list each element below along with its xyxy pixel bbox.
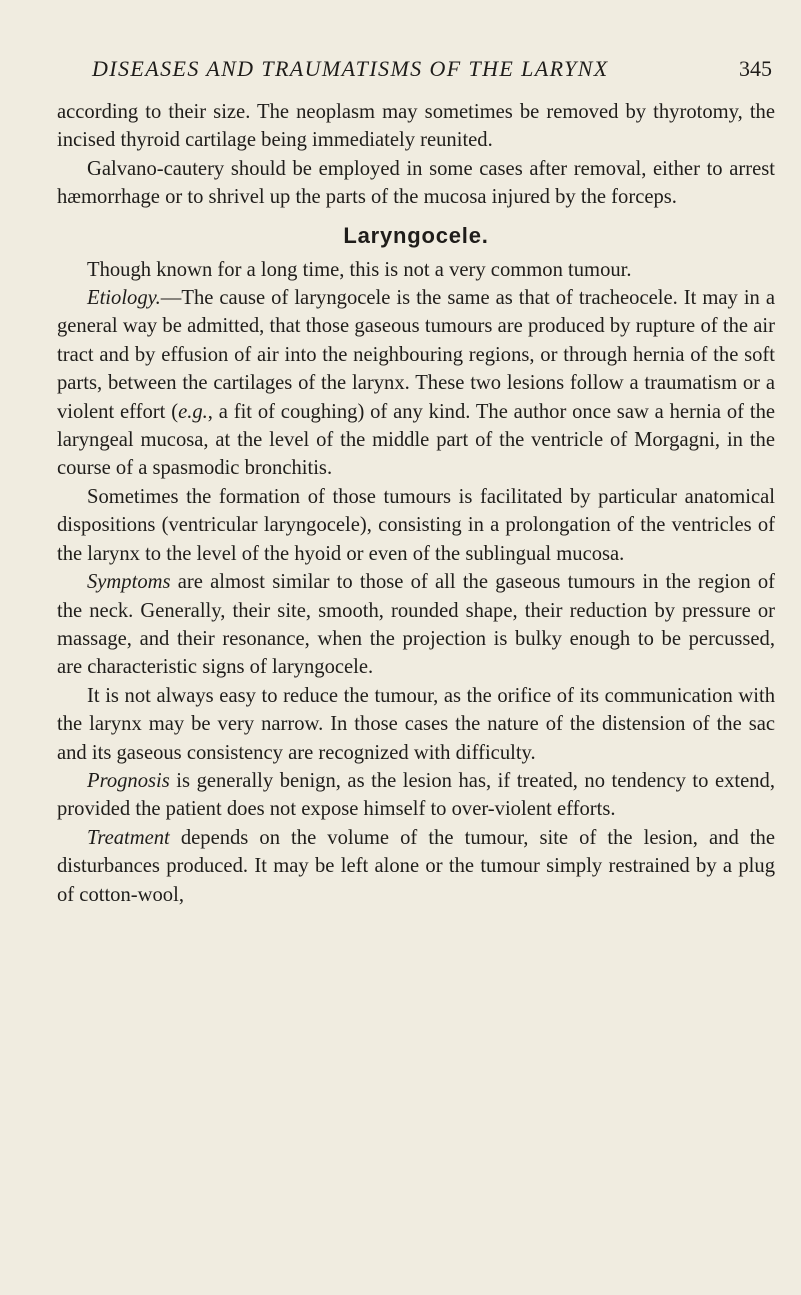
paragraph-continuation: according to their size. The neoplasm may sometimes be removed by thyrotomy, the incised thyroid cartilage being immediately reunited. bbox=[57, 101, 775, 152]
paragraph-reduction: It is not always easy to reduce the tumour, as the orifice of its communication with the larynx may be very narrow. In those cases the nature of the distension of the sac and its gaseous consistency are recognized with difficulty. bbox=[57, 684, 775, 764]
paragraph-symptoms bbox=[57, 568, 775, 682]
running-title: DISEASES AND TRAUMATISMS OF THE LARYNX bbox=[92, 56, 609, 81]
etiology-text-continued: , a fit of coughing) of any kind. The author once saw a hernia of the laryngeal mucosa, at the level of the middle part of the ventricle of Morgagni, in the course of a spasmodic bronchitis. bbox=[57, 400, 776, 480]
prognosis-lead: Prognosis bbox=[87, 769, 170, 792]
paragraph-prognosis bbox=[57, 767, 775, 824]
paragraph-etiology bbox=[57, 284, 775, 483]
symptoms-text: are almost similar to those of all the gaseous tumours in the region of the neck. Generally, their site, smooth, rounded shape, their reduction by pressure or massage, and their resonance, when the projection is bulky enough to be percussed, are characteristic signs of laryngocele. bbox=[57, 571, 775, 679]
page-number: 345 bbox=[739, 56, 772, 81]
etiology-eg: e.g. bbox=[178, 400, 208, 423]
body-text bbox=[57, 98, 775, 909]
running-header bbox=[92, 52, 772, 88]
paragraph-intro: Though known for a long time, this is not a very common tumour. bbox=[87, 258, 632, 281]
paragraph-galvano-cautery: Galvano-cautery should be employed in some cases after removal, either to arrest hæmorrhage or to shrivel up the parts of the mucosa injured by the forceps. bbox=[57, 157, 775, 209]
symptoms-lead: Symptoms bbox=[87, 571, 171, 594]
etiology-lead: Etiology. bbox=[87, 287, 161, 310]
etiology-text: —The cause of laryngocele is the same as that of tracheocele. It may in a general way be admitted, that those gaseous tumours are produced by rupture of the air tract and by effusion of air into the neighbouring regions, or through hernia of the soft parts, between the cartilages of the larynx. These two lesions follow a traumatism or a violent effort ( bbox=[57, 287, 775, 423]
paragraph-formation: Sometimes the formation of those tumours is facilitated by particular anatomical dispositions (ventricular laryngocele), consisting in a prolongation of the ventricles of the larynx to the level of the hyoid or even of the sublingual mucosa. bbox=[57, 485, 775, 565]
section-heading-laryngocele: Laryngocele. bbox=[343, 222, 489, 248]
treatment-text: depends on the volume of the tumour, site of the lesion, and the disturbances produced. It may be left alone or the tumour simply restrained by a plug of cotton-wool, bbox=[57, 826, 775, 906]
prognosis-text: is generally benign, as the lesion has, if treated, no tendency to extend, provided the patient does not expose himself to over-violent efforts. bbox=[57, 769, 775, 821]
treatment-lead: Treatment bbox=[87, 826, 170, 849]
paragraph-treatment bbox=[57, 824, 775, 909]
